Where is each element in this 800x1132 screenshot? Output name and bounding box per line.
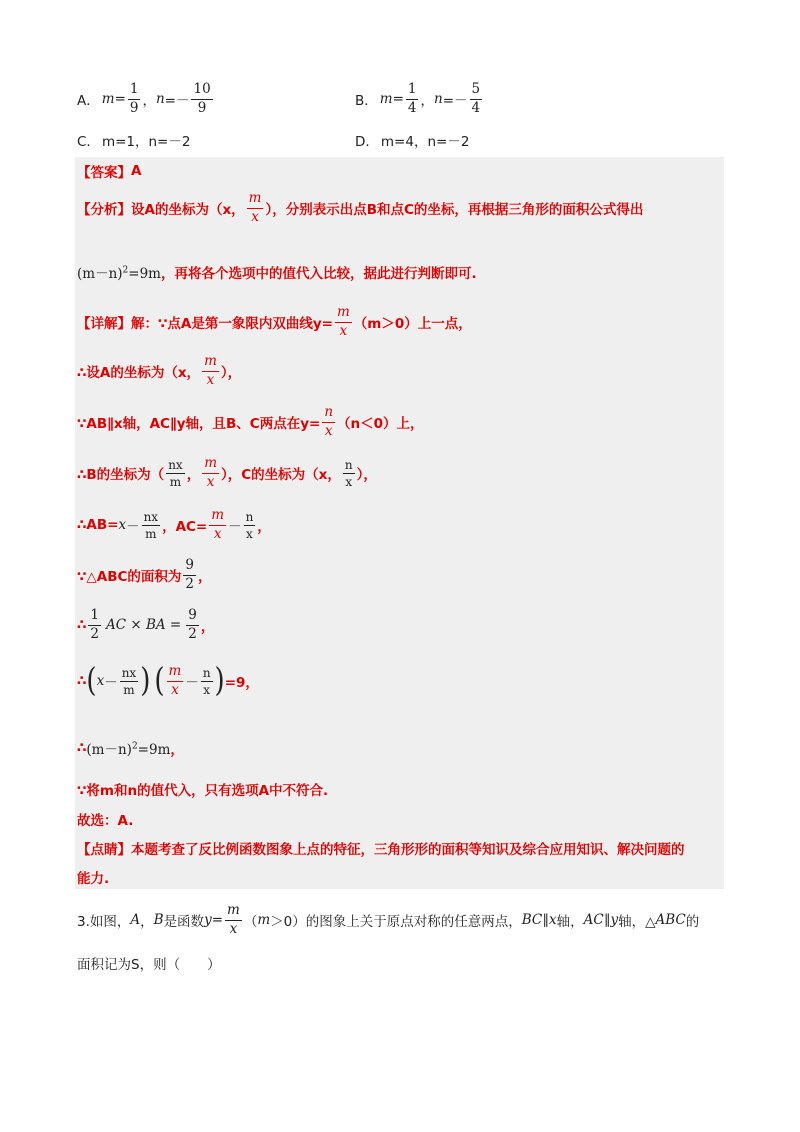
step-3: ∴B的坐标为（ $\frac{nx}{m}$ ， $\frac{m}{x}$ ），C的坐标为（x， $\frac{n}{x}$ ）， xyxy=(77,455,377,490)
option-a[interactable]: A． m = $\frac{1}{9}$ ， n =－ $\frac{10}{9}$ xyxy=(77,81,211,116)
option-a-n-fraction: $\frac{10}{9}$ xyxy=(193,81,211,116)
option-a-m-fraction: $\frac{1}{9}$ xyxy=(129,81,139,116)
comment-line-2: 能力. xyxy=(77,871,110,887)
step-5: ∵△ABC的面积为 $\frac{9}{2}$ ， xyxy=(77,557,212,592)
analysis-line-2: $(m-n)^2=9m$ ，再将各个选项中的值代入比较，据此进行判断即可. xyxy=(77,262,477,282)
option-d[interactable] xyxy=(355,130,469,150)
step-2: ∵AB∥x轴，AC∥y轴，且B、C两点在y= $\frac{n}{x}$ （n＜0）上， xyxy=(77,404,424,439)
step-1: ∴设A的坐标为（x， $\frac{m}{x}$ ）， xyxy=(77,353,242,388)
option-d-label: D． xyxy=(355,134,379,150)
step-6: ∴ $\frac{1}{2}$ AC × BA = $\frac{9}{2}$ ， xyxy=(77,607,215,642)
step-9: ∵将m和n的值代入，只有选项A中不符合. xyxy=(77,783,329,799)
answer-tag: 【答案】 xyxy=(77,165,131,181)
analysis-formula: $(m-n)^2=9m$ xyxy=(77,265,161,282)
option-d-text: m=4，n=－2 xyxy=(380,134,470,150)
step-7: ∴ ( x － $\frac{nx}{m}$ ) ( $\frac{m}{x}$ － $\frac{n}{x}$ ) =9， xyxy=(77,662,259,700)
option-b-m-fraction: $\frac{1}{4}$ xyxy=(407,81,417,116)
choose-line: 故选：A. xyxy=(77,813,134,829)
option-b-label: B． xyxy=(355,93,378,109)
detail-tag: 【详解】 xyxy=(77,316,131,332)
option-c-label: C． xyxy=(77,134,100,150)
question-3-line-2: 面积记为S，则（ ） xyxy=(77,957,221,973)
analysis-line: 【分析】 设A的坐标为（x， $\frac{m}{x}$ ），分别表示出点B和点C的坐标，再根据三角形的面积公式得出 xyxy=(77,190,644,225)
option-b-n-fraction: $\frac{5}{4}$ xyxy=(471,81,481,116)
step-8: ∴ $(m-n)^2=9m$ ， xyxy=(77,740,184,758)
answer-line xyxy=(77,161,141,181)
option-c[interactable] xyxy=(77,130,190,150)
comment-line: 【点睛】 本题考查了反比例函数图象上点的特征，三角形形的面积等知识及综合应用知识、解决问题的 xyxy=(77,838,685,858)
detail-line: 【详解】 解：∵点A是第一象限内双曲线y= $\frac{m}{x}$ （m＞0）上一点， xyxy=(77,304,472,339)
analysis-tag: 【分析】 xyxy=(77,202,131,218)
question-3-line-1: 3.如图， A ， B 是函数 y = $\frac{m}{x}$ （ m ＞0）的图象上关于原点对称的任意两点， BC ∥ x 轴， AC ∥ y 轴，△ ABC 的 xyxy=(77,902,700,937)
answer-value: A xyxy=(131,163,142,179)
step-4: ∴AB= x － $\frac{nx}{m}$ ，AC= $\frac{m}{x}$ － $\frac{n}{x}$ ， xyxy=(77,507,271,542)
comment-tag: 【点睛】 xyxy=(77,842,131,858)
option-a-label: A． xyxy=(77,93,100,109)
option-b[interactable]: B． m = $\frac{1}{4}$ ， n =－ $\frac{5}{4}$ xyxy=(355,81,481,116)
option-c-text: m=1，n=－2 xyxy=(101,134,191,150)
